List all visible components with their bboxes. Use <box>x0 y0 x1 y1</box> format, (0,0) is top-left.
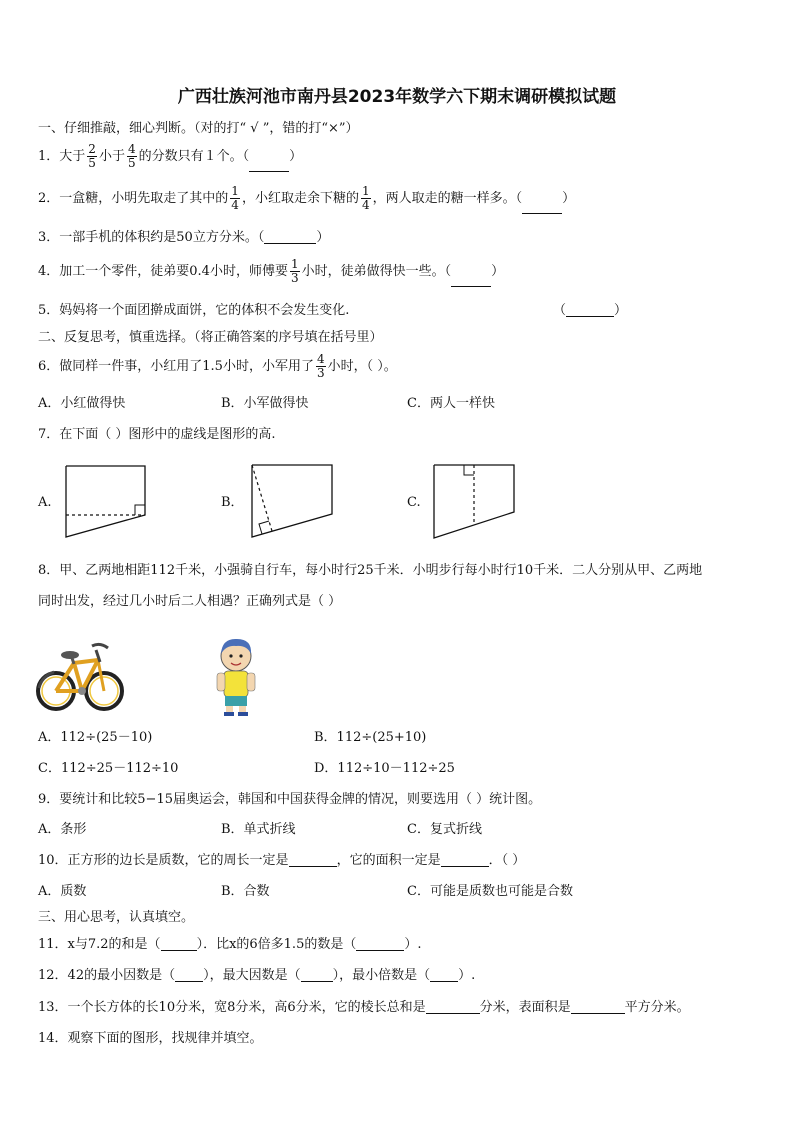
q10-option-a[interactable]: A．质数 <box>38 884 87 899</box>
question-6: 6．做同样一件事，小红用了1.5小时，小军用了 $\frac{4}{3}$ 小时，（ ）。 <box>38 352 397 380</box>
question-10: 10．正方形的边长是质数，它的周长一定是 ，它的面积一定是 ．（ ） <box>38 853 526 868</box>
q6-option-a[interactable]: A．小红做得快 <box>38 396 126 411</box>
answer-blank[interactable] <box>161 938 197 951</box>
section-1-heading: 一、仔细推敲，细心判断。（对的打“ √ ”，错的打“×”） <box>38 121 359 136</box>
question-12: 12．42的最小因数是（ ），最大因数是（ ），最小倍数是（ ）. <box>38 968 476 983</box>
question-13: 13．一个长方体的长10分米，宽8分米，高6分米，它的棱长总和是 分米，表面积是 平方分米。 <box>38 1000 690 1015</box>
fraction-1-3: $\frac{1}{3}$ <box>290 257 299 285</box>
question-8-line-2: 同时出发，经过几小时后二人相遇？正确列式是（ ） <box>38 594 342 609</box>
fraction-1-4: $\frac{1}{4}$ <box>231 184 239 212</box>
question-8-line-1: 8．甲、乙两地相距112千米，小强骑自行车，每小时行25千米．小明步行每小时行10千米．二人分别从甲、乙两地 <box>38 563 703 578</box>
figure-a-trapezoid <box>60 462 150 542</box>
section-2-heading: 二、反复思考，慎重选择。（将正确答案的序号填在括号里） <box>38 330 383 345</box>
section-3-heading: 三、用心思考，认真填空。 <box>38 910 195 925</box>
q7-option-c-label[interactable]: C. <box>407 495 421 510</box>
q7-option-a-label[interactable]: A. <box>38 495 52 510</box>
page-title: 广西壮族河池市南丹县2023年数学六下期末调研模拟试题 <box>177 87 617 107</box>
q8-option-c[interactable]: C．112÷25－112÷10 <box>38 761 179 776</box>
question-11: 11．x与7.2的和是（ ）．比x的6倍多1.5的数是（ ）. <box>38 937 422 952</box>
fraction-2-5: $\frac{2}{5}$ <box>88 142 96 170</box>
q6-option-b[interactable]: B．小军做得快 <box>221 396 309 411</box>
answer-blank[interactable] <box>356 938 404 951</box>
answer-blank[interactable] <box>441 854 489 867</box>
answer-blank[interactable] <box>249 159 289 172</box>
question-2: 2．一盒糖，小明先取走了其中的 $\frac{1}{4}$ ，小红取走余下糖的 $\frac{1}{4}$ ，两人取走的糖一样多。（ ） <box>38 184 576 212</box>
fraction-4-3: $\frac{4}{3}$ <box>316 352 325 380</box>
boy-illustration <box>212 632 262 718</box>
q10-option-b[interactable]: B．合数 <box>221 884 270 899</box>
fraction-1-4: $\frac{1}{4}$ <box>361 184 370 212</box>
q9-option-b[interactable]: B．单式折线 <box>221 822 296 837</box>
question-1: 1．大于 $\frac{2}{5}$ 小于 $\frac{4}{5}$ 的分数只有１个。（ ） <box>38 142 303 170</box>
question-9: 9．要统计和比较5−15届奥运会，韩国和中国获得金牌的情况，则要选用（ ）统计图。 <box>38 792 542 807</box>
answer-blank[interactable] <box>301 969 333 982</box>
q9-option-c[interactable]: C．复式折线 <box>407 822 482 837</box>
figure-c-trapezoid <box>430 462 520 544</box>
q9-option-a[interactable]: A．条形 <box>38 822 87 837</box>
q8-option-d[interactable]: D．112÷10－112÷25 <box>314 761 455 776</box>
answer-blank[interactable] <box>451 274 491 287</box>
q6-option-c[interactable]: C．两人一样快 <box>407 396 495 411</box>
question-14: 14．观察下面的图形，找规律并填空。 <box>38 1031 263 1046</box>
q8-option-a[interactable]: A．112÷(25－10) <box>38 730 153 745</box>
question-5-answer: （ ） <box>553 303 628 318</box>
answer-blank[interactable] <box>175 969 203 982</box>
fraction-4-5: $\frac{4}{5}$ <box>127 142 136 170</box>
answer-blank[interactable] <box>522 201 562 214</box>
answer-blank[interactable] <box>426 1001 480 1014</box>
q7-option-b-label[interactable]: B． <box>221 495 244 510</box>
answer-blank[interactable] <box>264 231 316 244</box>
question-3: 3．一部手机的体积约是50立方分米。（ ） <box>38 230 330 245</box>
bicycle-illustration <box>36 636 126 718</box>
q8-option-b[interactable]: B．112÷(25+10) <box>314 730 427 745</box>
answer-blank[interactable] <box>566 304 614 317</box>
answer-blank[interactable] <box>289 854 337 867</box>
figure-b-trapezoid <box>248 462 338 544</box>
question-5: 5．妈妈将一个面团擀成面饼，它的体积不会发生变化. <box>38 303 350 318</box>
answer-blank[interactable] <box>430 969 458 982</box>
question-7: 7．在下面（ ）图形中的虚线是图形的高. <box>38 427 276 442</box>
q10-option-c[interactable]: C．可能是质数也可能是合数 <box>407 884 573 899</box>
question-4: 4．加工一个零件，徒弟要0.4小时，师傅要 $\frac{1}{3}$ 小时，徒弟做得快一些。（ ） <box>38 257 505 285</box>
answer-blank[interactable] <box>571 1001 625 1014</box>
